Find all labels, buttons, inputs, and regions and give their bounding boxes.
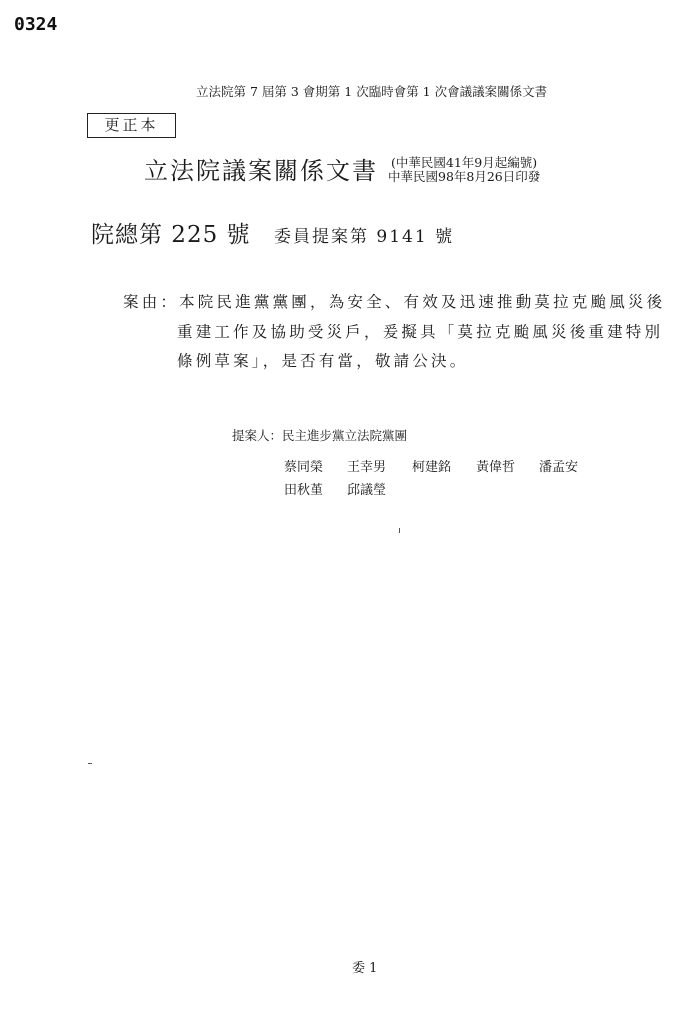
member-bill-number: 委員提案第 9141 號 xyxy=(274,227,455,247)
scan-speck xyxy=(88,763,92,764)
signer-name: 邱議瑩 xyxy=(347,483,387,498)
signer-name: 蔡同榮 xyxy=(284,460,324,475)
session-header: 立法院第 7 屆第 3 會期第 1 次臨時會第 1 次會議議案關係文書 xyxy=(196,84,548,99)
case-summary-line-3: 條例草案」，是否有當，敬請公決。 xyxy=(177,352,469,370)
print-date-note: 中華民國98年8月26日印發 xyxy=(388,169,541,184)
footer-page-label: 委 1 xyxy=(352,961,378,976)
signer-name: 潘孟安 xyxy=(539,460,579,475)
case-summary-line-1: 案由：本院民進黨黨團，為安全、有效及迅速推動莫拉克颱風災後 xyxy=(123,293,666,311)
general-doc-number: 院總第 225 號 xyxy=(91,222,251,248)
signer-name: 黃偉哲 xyxy=(476,460,516,475)
signer-name: 田秋堇 xyxy=(284,483,324,498)
numbering-note: (中華民國41年9月起編號) xyxy=(391,155,538,170)
case-summary-line-2: 重建工作及協助受災戶，爰擬具「莫拉克颱風災後重建特別 xyxy=(177,323,664,341)
scan-speck xyxy=(399,528,400,533)
document-title: 立法院議案關係文書 xyxy=(144,157,378,185)
signer-name: 柯建銘 xyxy=(412,460,452,475)
page-number: 0324 xyxy=(14,14,58,35)
proposer-label: 提案人：民主進步黨立法院黨團 xyxy=(232,428,408,443)
signer-name: 王幸男 xyxy=(347,460,387,475)
correction-stamp: 更正本 xyxy=(87,113,176,138)
